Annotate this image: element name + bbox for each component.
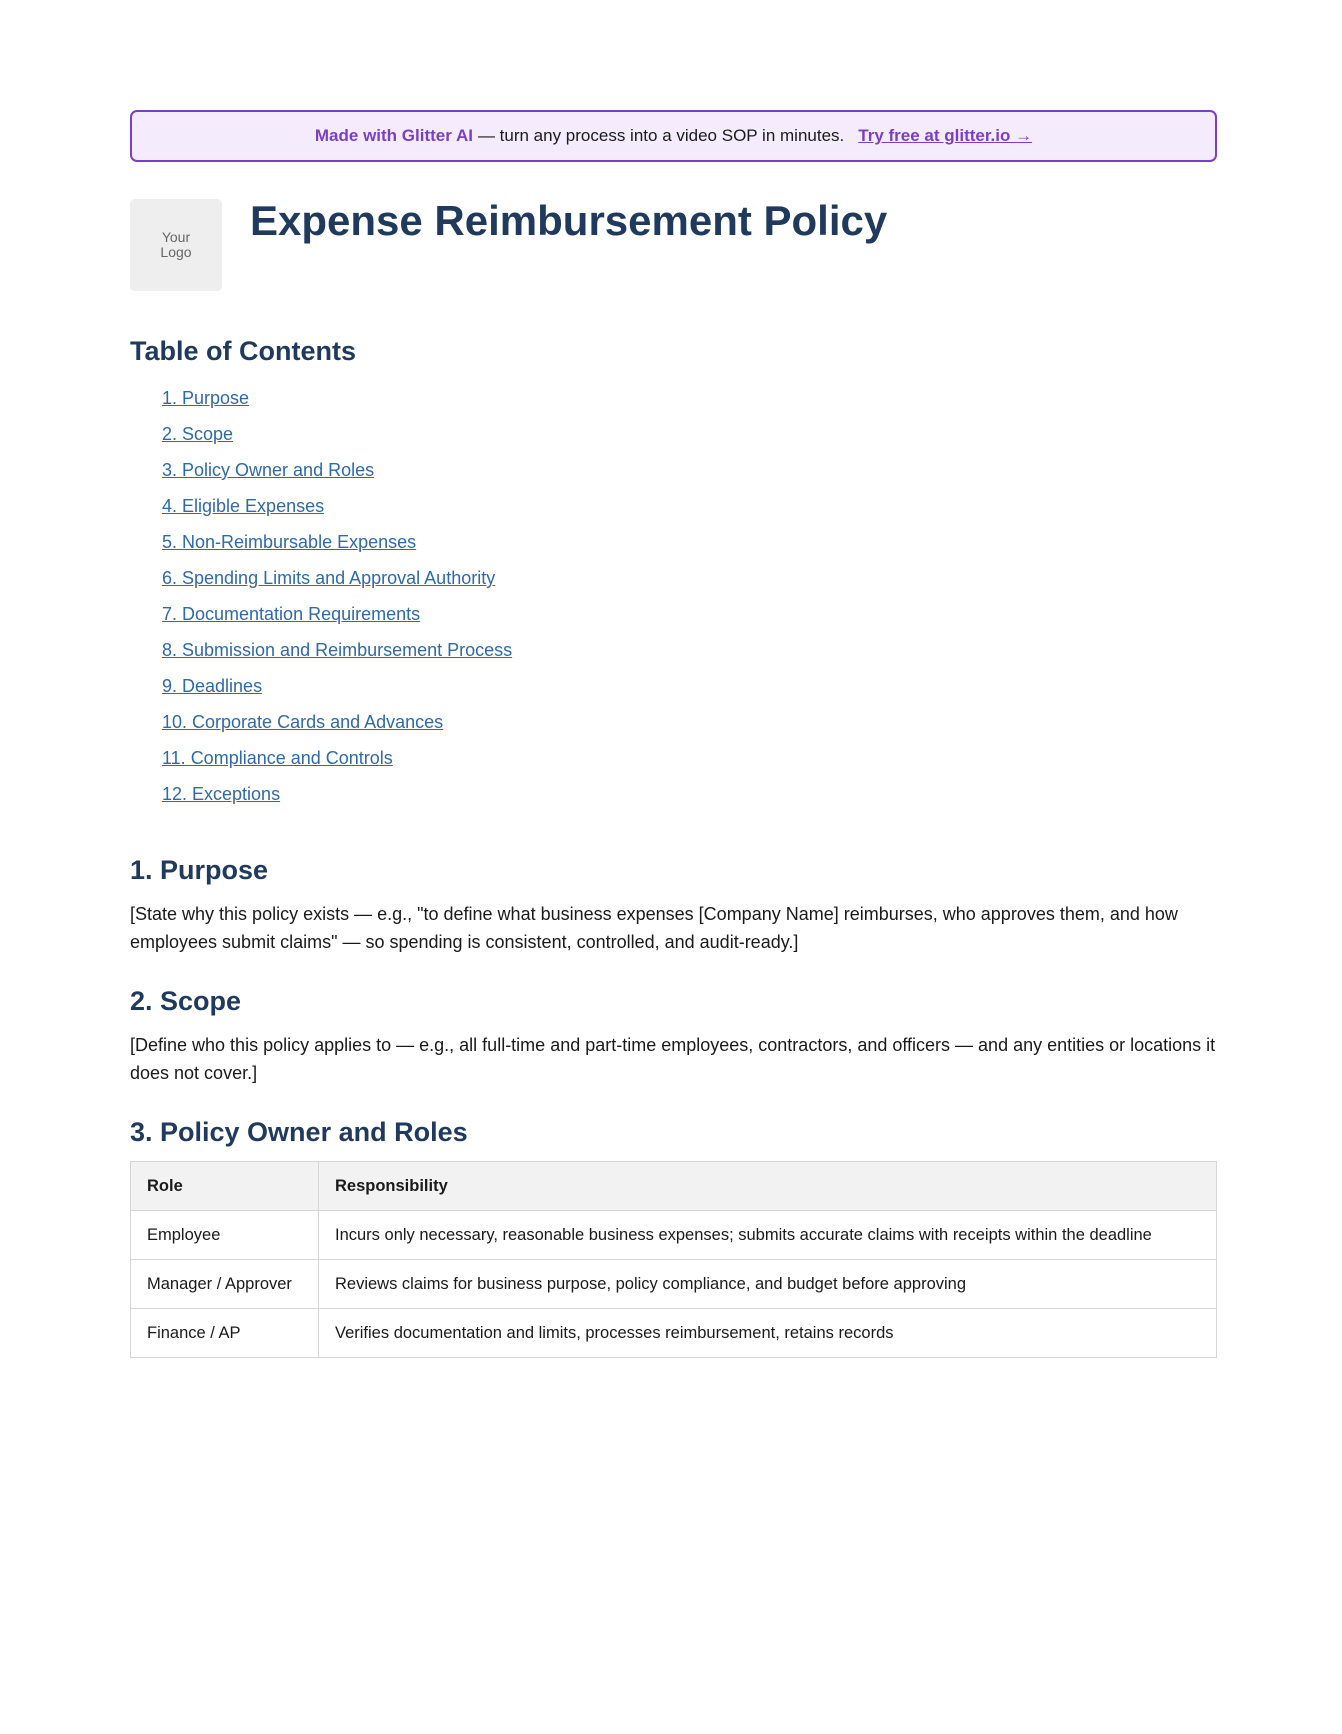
section-heading-scope: 2. Scope bbox=[130, 986, 242, 1016]
toc-link-spending-limits[interactable]: 6. Spending Limits and Approval Authority bbox=[162, 568, 496, 588]
toc-list bbox=[130, 387, 1217, 819]
table-cell-role: Manager / Approver bbox=[131, 1260, 319, 1309]
toc-item bbox=[162, 603, 1217, 639]
toc-link-purpose[interactable]: 1. Purpose bbox=[162, 388, 250, 408]
toc-item bbox=[162, 423, 1217, 459]
toc-item bbox=[162, 531, 1217, 567]
table-header-row bbox=[131, 1162, 1217, 1211]
toc-link-scope[interactable]: 2. Scope bbox=[162, 424, 234, 444]
toc-link-deadlines[interactable]: 9. Deadlines bbox=[162, 676, 263, 696]
document-page bbox=[130, 110, 1217, 1358]
banner-brand: Made with Glitter AI bbox=[314, 126, 473, 145]
logo-placeholder bbox=[130, 199, 222, 291]
toc-item bbox=[162, 459, 1217, 495]
toc-link-non-reimbursable[interactable]: 5. Non-Reimbursable Expenses bbox=[162, 532, 417, 552]
toc-item bbox=[162, 567, 1217, 603]
document-header bbox=[130, 199, 1217, 291]
toc-heading: Table of Contents bbox=[130, 336, 356, 366]
column-header-responsibility: Responsibility bbox=[319, 1162, 1217, 1211]
toc-link-corporate-cards[interactable]: 10. Corporate Cards and Advances bbox=[162, 712, 444, 732]
section-body-scope: [Define who this policy applies to — e.g., all full-time and part-time employees, contractors, and officers — and any entities or locations it does not cover.] bbox=[130, 1035, 1216, 1083]
toc-item bbox=[162, 387, 1217, 423]
toc-item bbox=[162, 783, 1217, 819]
toc-link-submission[interactable]: 8. Submission and Reimbursement Process bbox=[162, 640, 513, 660]
table-row bbox=[131, 1309, 1217, 1358]
document-title: Expense Reimbursement Policy bbox=[250, 197, 888, 244]
table-cell-responsibility: Incurs only necessary, reasonable business expenses; submits accurate claims with receipts within the deadline bbox=[319, 1211, 1217, 1260]
logo-text: Your Logo bbox=[160, 229, 192, 260]
column-header-role: Role bbox=[131, 1162, 319, 1211]
banner-cta-link[interactable]: Try free at glitter.io → bbox=[858, 126, 1033, 145]
toc-item bbox=[162, 747, 1217, 783]
section-body-purpose: [State why this policy exists — e.g., "to define what business expenses [Company Name] reimburses, who approves them, and how employees submit claims" — so spending is consistent, controlled, and audit-ready.] bbox=[130, 904, 1178, 952]
table-cell-role: Employee bbox=[131, 1211, 319, 1260]
section-heading-roles: 3. Policy Owner and Roles bbox=[130, 1117, 468, 1147]
section-heading-purpose: 1. Purpose bbox=[130, 855, 269, 885]
table-cell-responsibility: Verifies documentation and limits, processes reimbursement, retains records bbox=[319, 1309, 1217, 1358]
toc-item bbox=[162, 675, 1217, 711]
table-cell-responsibility: Reviews claims for business purpose, policy compliance, and budget before approving bbox=[319, 1260, 1217, 1309]
table-row bbox=[131, 1260, 1217, 1309]
toc-link-compliance[interactable]: 11. Compliance and Controls bbox=[162, 748, 393, 768]
toc-link-policy-owner[interactable]: 3. Policy Owner and Roles bbox=[162, 460, 375, 480]
toc-link-documentation[interactable]: 7. Documentation Requirements bbox=[162, 604, 421, 624]
banner-text: — turn any process into a video SOP in minutes. bbox=[477, 126, 845, 145]
toc-item bbox=[162, 711, 1217, 747]
promo-banner bbox=[130, 110, 1217, 162]
toc-item bbox=[162, 639, 1217, 675]
toc-link-eligible-expenses[interactable]: 4. Eligible Expenses bbox=[162, 496, 325, 516]
roles-table bbox=[130, 1161, 1217, 1358]
toc-link-exceptions[interactable]: 12. Exceptions bbox=[162, 784, 281, 804]
table-row bbox=[131, 1211, 1217, 1260]
table-cell-role: Finance / AP bbox=[131, 1309, 319, 1358]
toc-item bbox=[162, 495, 1217, 531]
